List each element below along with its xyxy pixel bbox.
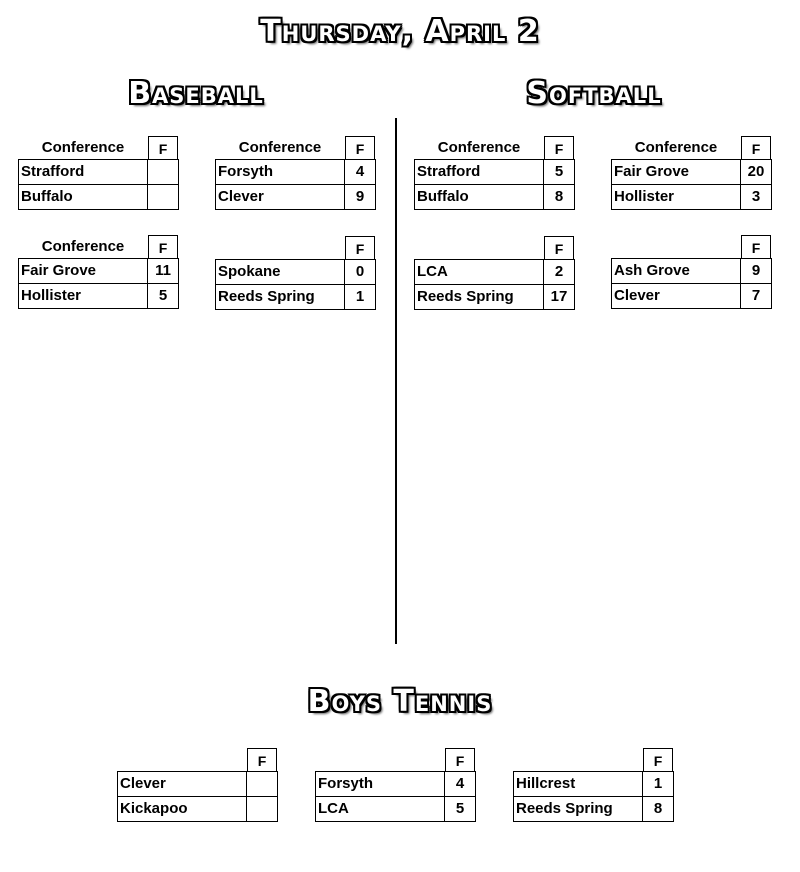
scoreboard-baseball-4 bbox=[215, 236, 377, 310]
team-name: Strafford bbox=[415, 160, 544, 184]
team-row bbox=[414, 184, 575, 210]
team-name: Fair Grove bbox=[19, 259, 148, 283]
final-header: F bbox=[741, 235, 771, 259]
team-score bbox=[247, 772, 277, 796]
scoreboard-baseball-3 bbox=[18, 235, 180, 309]
team-row bbox=[611, 159, 772, 185]
team-score: 4 bbox=[355, 163, 365, 180]
team-name: Clever bbox=[216, 185, 345, 209]
team-row bbox=[117, 771, 278, 797]
team-name: Reeds Spring bbox=[216, 285, 345, 309]
team-name: Hollister bbox=[19, 284, 148, 308]
team-name: Hollister bbox=[612, 185, 741, 209]
final-header: F bbox=[741, 136, 771, 160]
team-row bbox=[315, 796, 476, 822]
team-name: Kickapoo bbox=[118, 797, 247, 821]
team-score: 9 bbox=[355, 188, 365, 205]
team-row bbox=[18, 283, 179, 309]
scoreboard-tennis-3 bbox=[513, 748, 675, 822]
team-score: 20 bbox=[747, 163, 765, 180]
team-row bbox=[414, 284, 575, 310]
final-header: F bbox=[643, 748, 673, 772]
final-header: F bbox=[247, 748, 277, 772]
team-name: Forsyth bbox=[216, 160, 345, 184]
team-score: 17 bbox=[550, 288, 568, 305]
team-score: 8 bbox=[554, 188, 564, 205]
final-header: F bbox=[148, 136, 178, 160]
section-divider bbox=[395, 118, 397, 644]
team-row bbox=[18, 184, 179, 210]
team-row bbox=[611, 184, 772, 210]
final-header: F bbox=[148, 235, 178, 259]
team-score bbox=[148, 185, 178, 209]
team-name: Clever bbox=[118, 772, 247, 796]
team-score: 2 bbox=[554, 263, 564, 280]
team-name: Buffalo bbox=[415, 185, 544, 209]
team-name: LCA bbox=[316, 797, 445, 821]
scoreboard-tennis-2 bbox=[315, 748, 477, 822]
team-score: 8 bbox=[653, 800, 663, 817]
team-row bbox=[315, 771, 476, 797]
game-label: Conference bbox=[437, 139, 521, 156]
team-name: Reeds Spring bbox=[514, 797, 643, 821]
team-row bbox=[513, 771, 674, 797]
team-score: 9 bbox=[751, 262, 761, 279]
team-row bbox=[414, 259, 575, 285]
team-name: Buffalo bbox=[19, 185, 148, 209]
scoreboard-softball-4 bbox=[611, 235, 773, 309]
game-label: Conference bbox=[41, 238, 125, 255]
team-name: Reeds Spring bbox=[415, 285, 544, 309]
team-name: Strafford bbox=[19, 160, 148, 184]
team-score: 1 bbox=[355, 288, 365, 305]
team-row bbox=[611, 283, 772, 309]
scoreboard-tennis-1 bbox=[117, 748, 279, 822]
final-header: F bbox=[544, 236, 574, 260]
team-row bbox=[117, 796, 278, 822]
team-score: 1 bbox=[653, 775, 663, 792]
team-row bbox=[215, 284, 376, 310]
final-header: F bbox=[345, 236, 375, 260]
scoreboard-softball-3 bbox=[414, 236, 576, 310]
team-row bbox=[18, 258, 179, 284]
scoreboard-softball-1 bbox=[414, 136, 576, 210]
team-name: Forsyth bbox=[316, 772, 445, 796]
team-name: Ash Grove bbox=[612, 259, 741, 283]
final-header: F bbox=[445, 748, 475, 772]
scoreboard-baseball-2 bbox=[215, 136, 377, 210]
team-row bbox=[414, 159, 575, 185]
team-score: 5 bbox=[554, 163, 564, 180]
team-score: 5 bbox=[455, 800, 465, 817]
baseball-section-title: Baseball bbox=[128, 76, 264, 111]
team-name: Hillcrest bbox=[514, 772, 643, 796]
tennis-section-title: Boys Tennis bbox=[307, 684, 493, 719]
game-label: Conference bbox=[238, 139, 322, 156]
scoreboard-baseball-1 bbox=[18, 136, 180, 210]
team-score bbox=[148, 160, 178, 184]
team-name: Spokane bbox=[216, 260, 345, 284]
scoreboard-softball-2 bbox=[611, 136, 773, 210]
team-score: 5 bbox=[158, 287, 168, 304]
team-score: 11 bbox=[155, 262, 171, 279]
softball-section-title: Softball bbox=[526, 76, 662, 111]
team-score: 3 bbox=[751, 188, 761, 205]
team-row bbox=[611, 258, 772, 284]
page-title: Thursday, April 2 bbox=[260, 14, 540, 49]
team-name: LCA bbox=[415, 260, 544, 284]
team-row bbox=[513, 796, 674, 822]
team-row bbox=[215, 184, 376, 210]
team-name: Fair Grove bbox=[612, 160, 741, 184]
team-score: 4 bbox=[455, 775, 465, 792]
team-score bbox=[247, 797, 277, 821]
game-label: Conference bbox=[634, 139, 718, 156]
team-row bbox=[18, 159, 179, 185]
final-header: F bbox=[345, 136, 375, 160]
team-name: Clever bbox=[612, 284, 741, 308]
final-header: F bbox=[544, 136, 574, 160]
team-row bbox=[215, 259, 376, 285]
team-row bbox=[215, 159, 376, 185]
team-score: 0 bbox=[355, 263, 365, 280]
game-label: Conference bbox=[41, 139, 125, 156]
team-score: 7 bbox=[751, 287, 761, 304]
